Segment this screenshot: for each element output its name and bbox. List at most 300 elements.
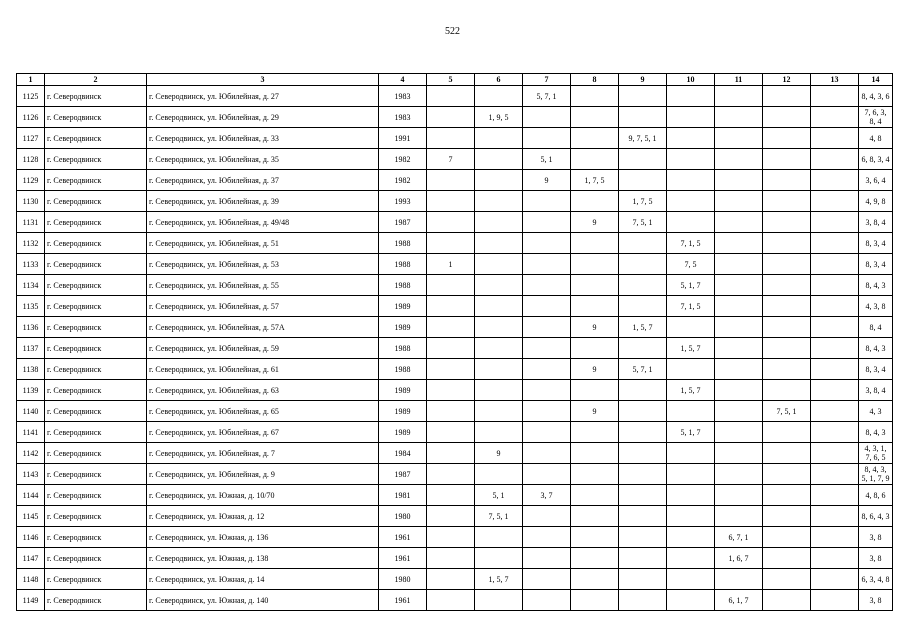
table-cell-col-1: 1130 — [17, 191, 45, 212]
table-cell-col-14: 8, 4, 3 — [859, 275, 893, 296]
table-cell-col-2: г. Северодвинск — [45, 590, 147, 611]
table-cell-col-10 — [667, 401, 715, 422]
table-cell-col-1: 1128 — [17, 149, 45, 170]
table-cell-col-3: г. Северодвинск, ул. Юбилейная, д. 51 — [147, 233, 379, 254]
table-cell-col-4: 1983 — [379, 86, 427, 107]
table-cell-col-6 — [475, 149, 523, 170]
table-cell-col-7 — [523, 548, 571, 569]
table-cell-col-10 — [667, 527, 715, 548]
table-cell-col-1: 1126 — [17, 107, 45, 128]
table-cell-col-9: 9, 7, 5, 1 — [619, 128, 667, 149]
table-cell-col-11 — [715, 317, 763, 338]
table-row — [17, 359, 893, 380]
table-cell-col-3: г. Северодвинск, ул. Юбилейная, д. 27 — [147, 86, 379, 107]
table-cell-col-11 — [715, 464, 763, 485]
table-cell-col-13 — [811, 401, 859, 422]
table-cell-col-5 — [427, 548, 475, 569]
table-cell-col-4: 1988 — [379, 233, 427, 254]
table-cell-col-10 — [667, 464, 715, 485]
table-cell-col-13 — [811, 485, 859, 506]
table-cell-col-6: 1, 5, 7 — [475, 569, 523, 590]
table-cell-col-6 — [475, 212, 523, 233]
table-cell-col-6: 7, 5, 1 — [475, 506, 523, 527]
table-cell-col-12 — [763, 296, 811, 317]
table-cell-col-2: г. Северодвинск — [45, 317, 147, 338]
column-header-7: 7 — [523, 74, 571, 86]
table-cell-col-7: 9 — [523, 170, 571, 191]
table-cell-col-9 — [619, 548, 667, 569]
table-cell-col-8: 1, 7, 5 — [571, 170, 619, 191]
table-cell-col-8 — [571, 506, 619, 527]
table-cell-col-14: 4, 3, 8 — [859, 296, 893, 317]
table-cell-col-1: 1127 — [17, 128, 45, 149]
table-row — [17, 170, 893, 191]
table-cell-col-11 — [715, 422, 763, 443]
column-header-1: 1 — [17, 74, 45, 86]
table-cell-col-8 — [571, 527, 619, 548]
page-number: 522 — [445, 26, 460, 37]
table-cell-col-4: 1989 — [379, 380, 427, 401]
table-cell-col-13 — [811, 548, 859, 569]
table-cell-col-5 — [427, 464, 475, 485]
table-cell-col-9 — [619, 296, 667, 317]
table-cell-col-2: г. Северодвинск — [45, 191, 147, 212]
table-cell-col-3: г. Северодвинск, ул. Юбилейная, д. 9 — [147, 464, 379, 485]
table-cell-col-14: 4, 3, 1, 7, 6, 5 — [859, 443, 893, 464]
column-header-8: 8 — [571, 74, 619, 86]
table-cell-col-4: 1988 — [379, 338, 427, 359]
table-cell-col-10 — [667, 86, 715, 107]
table-row — [17, 338, 893, 359]
table-cell-col-8 — [571, 86, 619, 107]
table-row — [17, 212, 893, 233]
table-cell-col-4: 1984 — [379, 443, 427, 464]
table-cell-col-10: 1, 5, 7 — [667, 380, 715, 401]
table-cell-col-3: г. Северодвинск, ул. Юбилейная, д. 57 — [147, 296, 379, 317]
table-row — [17, 296, 893, 317]
table-cell-col-6 — [475, 359, 523, 380]
table-cell-col-3: г. Северодвинск, ул. Юбилейная, д. 39 — [147, 191, 379, 212]
table-cell-col-3: г. Северодвинск, ул. Южная, д. 138 — [147, 548, 379, 569]
table-cell-col-12 — [763, 212, 811, 233]
table-cell-col-13 — [811, 464, 859, 485]
table-cell-col-13 — [811, 422, 859, 443]
table-cell-col-4: 1981 — [379, 485, 427, 506]
table-cell-col-2: г. Северодвинск — [45, 212, 147, 233]
table-cell-col-6 — [475, 338, 523, 359]
table-cell-col-4: 1989 — [379, 401, 427, 422]
table-cell-col-7 — [523, 212, 571, 233]
table-cell-col-8 — [571, 128, 619, 149]
table-cell-col-10 — [667, 569, 715, 590]
table-cell-col-1: 1149 — [17, 590, 45, 611]
table-cell-col-11 — [715, 443, 763, 464]
table-cell-col-1: 1129 — [17, 170, 45, 191]
table-cell-col-6 — [475, 233, 523, 254]
table-cell-col-7 — [523, 422, 571, 443]
table-cell-col-10 — [667, 317, 715, 338]
table-cell-col-3: г. Северодвинск, ул. Южная, д. 14 — [147, 569, 379, 590]
table-cell-col-2: г. Северодвинск — [45, 527, 147, 548]
table-cell-col-6 — [475, 191, 523, 212]
table-cell-col-6 — [475, 590, 523, 611]
table-cell-col-2: г. Северодвинск — [45, 107, 147, 128]
table-cell-col-14: 8, 4, 3, 6 — [859, 86, 893, 107]
table-cell-col-3: г. Северодвинск, ул. Южная, д. 10/70 — [147, 485, 379, 506]
table-cell-col-7 — [523, 401, 571, 422]
table-cell-col-13 — [811, 86, 859, 107]
table-cell-col-11 — [715, 359, 763, 380]
table-cell-col-5 — [427, 296, 475, 317]
table-cell-col-2: г. Северодвинск — [45, 86, 147, 107]
column-header-14: 14 — [859, 74, 893, 86]
table-cell-col-14: 8, 4 — [859, 317, 893, 338]
table-cell-col-2: г. Северодвинск — [45, 548, 147, 569]
table-cell-col-14: 3, 8 — [859, 548, 893, 569]
table-cell-col-5 — [427, 212, 475, 233]
table-row — [17, 107, 893, 128]
table-cell-col-4: 1982 — [379, 170, 427, 191]
table-cell-col-2: г. Северодвинск — [45, 296, 147, 317]
column-header-10: 10 — [667, 74, 715, 86]
table-cell-col-2: г. Северодвинск — [45, 443, 147, 464]
table-cell-col-6 — [475, 380, 523, 401]
table-cell-col-11 — [715, 170, 763, 191]
table-cell-col-4: 1983 — [379, 107, 427, 128]
table-cell-col-2: г. Северодвинск — [45, 359, 147, 380]
table-cell-col-7 — [523, 464, 571, 485]
table-cell-col-5 — [427, 443, 475, 464]
table-cell-col-1: 1141 — [17, 422, 45, 443]
table-cell-col-5 — [427, 317, 475, 338]
table-cell-col-7 — [523, 317, 571, 338]
table-cell-col-1: 1144 — [17, 485, 45, 506]
table-cell-col-5 — [427, 590, 475, 611]
table-cell-col-4: 1988 — [379, 359, 427, 380]
table-cell-col-4: 1961 — [379, 590, 427, 611]
table-cell-col-1: 1140 — [17, 401, 45, 422]
table-cell-col-12 — [763, 275, 811, 296]
table-cell-col-12 — [763, 443, 811, 464]
table-cell-col-9 — [619, 422, 667, 443]
table-cell-col-2: г. Северодвинск — [45, 569, 147, 590]
table-cell-col-6: 5, 1 — [475, 485, 523, 506]
table-cell-col-7 — [523, 569, 571, 590]
table-cell-col-4: 1961 — [379, 527, 427, 548]
table-cell-col-2: г. Северодвинск — [45, 149, 147, 170]
table-cell-col-9 — [619, 254, 667, 275]
table-cell-col-8 — [571, 275, 619, 296]
table-cell-col-5 — [427, 338, 475, 359]
table-cell-col-12 — [763, 506, 811, 527]
table-row — [17, 485, 893, 506]
table-cell-col-2: г. Северодвинск — [45, 233, 147, 254]
table-cell-col-8 — [571, 380, 619, 401]
table-cell-col-9 — [619, 464, 667, 485]
table-cell-col-11 — [715, 338, 763, 359]
table-cell-col-11 — [715, 149, 763, 170]
table-cell-col-4: 1989 — [379, 422, 427, 443]
table-cell-col-8 — [571, 233, 619, 254]
table-cell-col-6 — [475, 275, 523, 296]
table-cell-col-3: г. Северодвинск, ул. Юбилейная, д. 53 — [147, 254, 379, 275]
table-cell-col-8: 9 — [571, 317, 619, 338]
table-cell-col-9 — [619, 86, 667, 107]
table-cell-col-6 — [475, 422, 523, 443]
table-cell-col-2: г. Северодвинск — [45, 506, 147, 527]
table-cell-col-2: г. Северодвинск — [45, 170, 147, 191]
table-cell-col-12 — [763, 422, 811, 443]
table-cell-col-11 — [715, 233, 763, 254]
table-cell-col-3: г. Северодвинск, ул. Юбилейная, д. 33 — [147, 128, 379, 149]
table-cell-col-3: г. Северодвинск, ул. Юбилейная, д. 61 — [147, 359, 379, 380]
table-row — [17, 233, 893, 254]
table-cell-col-2: г. Северодвинск — [45, 275, 147, 296]
table-cell-col-9 — [619, 569, 667, 590]
table-cell-col-3: г. Северодвинск, ул. Юбилейная, д. 67 — [147, 422, 379, 443]
table-cell-col-14: 4, 3 — [859, 401, 893, 422]
table-cell-col-9: 1, 7, 5 — [619, 191, 667, 212]
table-cell-col-7: 5, 7, 1 — [523, 86, 571, 107]
table-cell-col-9 — [619, 590, 667, 611]
table-row — [17, 128, 893, 149]
table-cell-col-14: 3, 8 — [859, 527, 893, 548]
table-cell-col-12 — [763, 107, 811, 128]
table-cell-col-1: 1146 — [17, 527, 45, 548]
table-cell-col-14: 8, 4, 3 — [859, 338, 893, 359]
table-cell-col-7 — [523, 506, 571, 527]
table-row — [17, 191, 893, 212]
table-cell-col-1: 1147 — [17, 548, 45, 569]
table-cell-col-11: 1, 6, 7 — [715, 548, 763, 569]
table-cell-col-8 — [571, 443, 619, 464]
table-cell-col-7: 3, 7 — [523, 485, 571, 506]
table-cell-col-10 — [667, 590, 715, 611]
table-cell-col-10: 5, 1, 7 — [667, 422, 715, 443]
table-cell-col-2: г. Северодвинск — [45, 422, 147, 443]
table-cell-col-5 — [427, 275, 475, 296]
table-cell-col-11 — [715, 485, 763, 506]
table-cell-col-10: 5, 1, 7 — [667, 275, 715, 296]
table-cell-col-4: 1989 — [379, 296, 427, 317]
table-cell-col-7 — [523, 590, 571, 611]
table-cell-col-12 — [763, 485, 811, 506]
column-header-13: 13 — [811, 74, 859, 86]
table-cell-col-6 — [475, 296, 523, 317]
table-cell-col-9: 5, 7, 1 — [619, 359, 667, 380]
table-cell-col-14: 8, 3, 4 — [859, 233, 893, 254]
table-cell-col-5 — [427, 233, 475, 254]
table-cell-col-10 — [667, 128, 715, 149]
table-cell-col-1: 1142 — [17, 443, 45, 464]
table-cell-col-12 — [763, 317, 811, 338]
table-cell-col-3: г. Северодвинск, ул. Южная, д. 12 — [147, 506, 379, 527]
table-cell-col-11 — [715, 86, 763, 107]
table-cell-col-5: 1 — [427, 254, 475, 275]
table-row — [17, 254, 893, 275]
table-row — [17, 86, 893, 107]
table-cell-col-11 — [715, 569, 763, 590]
table-cell-col-6 — [475, 527, 523, 548]
table-cell-col-5 — [427, 506, 475, 527]
table-cell-col-10 — [667, 443, 715, 464]
table-cell-col-13 — [811, 170, 859, 191]
table-cell-col-13 — [811, 443, 859, 464]
table-cell-col-2: г. Северодвинск — [45, 254, 147, 275]
table-cell-col-8 — [571, 149, 619, 170]
table-cell-col-1: 1133 — [17, 254, 45, 275]
table-cell-col-4: 1988 — [379, 275, 427, 296]
table-cell-col-5 — [427, 170, 475, 191]
column-header-6: 6 — [475, 74, 523, 86]
table-cell-col-13 — [811, 296, 859, 317]
table-cell-col-6 — [475, 86, 523, 107]
table-cell-col-4: 1980 — [379, 506, 427, 527]
table-cell-col-4: 1982 — [379, 149, 427, 170]
table-cell-col-9 — [619, 443, 667, 464]
table-cell-col-4: 1993 — [379, 191, 427, 212]
table-cell-col-12 — [763, 86, 811, 107]
table-row — [17, 464, 893, 485]
table-cell-col-1: 1135 — [17, 296, 45, 317]
table-cell-col-7 — [523, 233, 571, 254]
table-cell-col-7 — [523, 128, 571, 149]
column-header-4: 4 — [379, 74, 427, 86]
table-cell-col-5 — [427, 359, 475, 380]
table-cell-col-3: г. Северодвинск, ул. Южная, д. 140 — [147, 590, 379, 611]
table-cell-col-8 — [571, 590, 619, 611]
table-cell-col-11 — [715, 506, 763, 527]
table-cell-col-6 — [475, 317, 523, 338]
table-cell-col-7 — [523, 191, 571, 212]
table-cell-col-5: 7 — [427, 149, 475, 170]
table-cell-col-7 — [523, 296, 571, 317]
table-cell-col-10 — [667, 149, 715, 170]
table-cell-col-11 — [715, 107, 763, 128]
table-cell-col-13 — [811, 191, 859, 212]
column-header-12: 12 — [763, 74, 811, 86]
table-cell-col-14: 4, 8, 6 — [859, 485, 893, 506]
table-cell-col-9 — [619, 485, 667, 506]
table-cell-col-14: 3, 6, 4 — [859, 170, 893, 191]
table-row — [17, 590, 893, 611]
table-cell-col-12 — [763, 359, 811, 380]
table-cell-col-10 — [667, 548, 715, 569]
table-cell-col-8 — [571, 191, 619, 212]
table-row — [17, 569, 893, 590]
table-cell-col-12 — [763, 569, 811, 590]
table-cell-col-9 — [619, 149, 667, 170]
table-cell-col-7 — [523, 443, 571, 464]
table-cell-col-12 — [763, 380, 811, 401]
table-cell-col-12 — [763, 590, 811, 611]
table-cell-col-1: 1131 — [17, 212, 45, 233]
table-cell-col-11 — [715, 191, 763, 212]
table-cell-col-7 — [523, 380, 571, 401]
table-row — [17, 548, 893, 569]
table-cell-col-3: г. Северодвинск, ул. Юбилейная, д. 55 — [147, 275, 379, 296]
table-cell-col-13 — [811, 506, 859, 527]
table-cell-col-13 — [811, 149, 859, 170]
table-cell-col-14: 3, 8, 4 — [859, 212, 893, 233]
table-cell-col-3: г. Северодвинск, ул. Юбилейная, д. 35 — [147, 149, 379, 170]
table-cell-col-8 — [571, 422, 619, 443]
table-cell-col-8 — [571, 548, 619, 569]
table-cell-col-14: 3, 8 — [859, 590, 893, 611]
table-row — [17, 422, 893, 443]
table-cell-col-9 — [619, 275, 667, 296]
table-cell-col-14: 8, 3, 4 — [859, 254, 893, 275]
table-cell-col-1: 1132 — [17, 233, 45, 254]
table-cell-col-8 — [571, 569, 619, 590]
table-cell-col-4: 1988 — [379, 254, 427, 275]
table-cell-col-14: 4, 8 — [859, 128, 893, 149]
table-cell-col-5 — [427, 380, 475, 401]
table-cell-col-10: 7, 1, 5 — [667, 233, 715, 254]
table-cell-col-1: 1125 — [17, 86, 45, 107]
table-cell-col-2: г. Северодвинск — [45, 380, 147, 401]
table-cell-col-10: 7, 1, 5 — [667, 296, 715, 317]
table-cell-col-14: 7, 6, 3, 8, 4 — [859, 107, 893, 128]
table-cell-col-3: г. Северодвинск, ул. Юбилейная, д. 65 — [147, 401, 379, 422]
table-cell-col-3: г. Северодвинск, ул. Юбилейная, д. 49/48 — [147, 212, 379, 233]
table-cell-col-12 — [763, 254, 811, 275]
table-cell-col-3: г. Северодвинск, ул. Юбилейная, д. 59 — [147, 338, 379, 359]
table-cell-col-14: 8, 3, 4 — [859, 359, 893, 380]
table-cell-col-12 — [763, 464, 811, 485]
table-cell-col-5 — [427, 191, 475, 212]
table-cell-col-13 — [811, 317, 859, 338]
table-row — [17, 317, 893, 338]
table-cell-col-12 — [763, 128, 811, 149]
table-cell-col-8: 9 — [571, 401, 619, 422]
table-cell-col-1: 1148 — [17, 569, 45, 590]
table-cell-col-6: 1, 9, 5 — [475, 107, 523, 128]
column-header-5: 5 — [427, 74, 475, 86]
table-row — [17, 275, 893, 296]
table-cell-col-4: 1989 — [379, 317, 427, 338]
table-cell-col-11 — [715, 128, 763, 149]
table-cell-col-10 — [667, 212, 715, 233]
table-cell-col-8 — [571, 464, 619, 485]
table-cell-col-3: г. Северодвинск, ул. Юбилейная, д. 7 — [147, 443, 379, 464]
table-cell-col-13 — [811, 590, 859, 611]
table-cell-col-11 — [715, 380, 763, 401]
table-cell-col-8: 9 — [571, 359, 619, 380]
table-cell-col-10 — [667, 191, 715, 212]
table-cell-col-10 — [667, 359, 715, 380]
table-cell-col-14: 8, 4, 3 — [859, 422, 893, 443]
column-header-3: 3 — [147, 74, 379, 86]
table-cell-col-7 — [523, 527, 571, 548]
table-cell-col-12 — [763, 233, 811, 254]
table-cell-col-5 — [427, 86, 475, 107]
table-cell-col-7 — [523, 359, 571, 380]
table-cell-col-3: г. Северодвинск, ул. Юбилейная, д. 57А — [147, 317, 379, 338]
table-row — [17, 380, 893, 401]
table-cell-col-10 — [667, 506, 715, 527]
table-cell-col-13 — [811, 128, 859, 149]
table-cell-col-8 — [571, 107, 619, 128]
table-cell-col-13 — [811, 107, 859, 128]
table-cell-col-14: 3, 8, 4 — [859, 380, 893, 401]
table-cell-col-1: 1138 — [17, 359, 45, 380]
table-cell-col-13 — [811, 254, 859, 275]
table-cell-col-2: г. Северодвинск — [45, 464, 147, 485]
table-cell-col-5 — [427, 128, 475, 149]
table-row — [17, 506, 893, 527]
table-cell-col-10 — [667, 485, 715, 506]
